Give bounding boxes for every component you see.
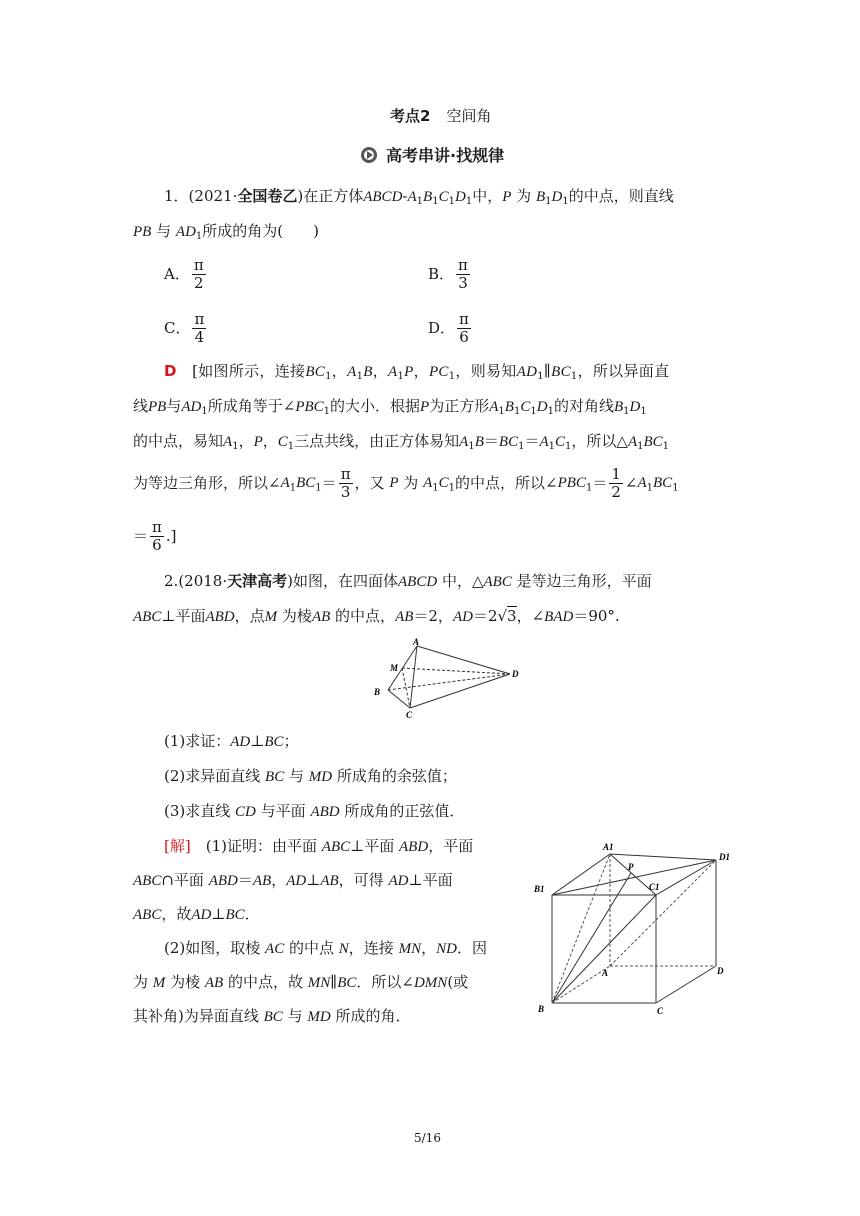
q2-stem-root: 3 — [507, 607, 517, 625]
q2-stem-line2: ABC⊥平面ABD，点M 为棱AB 的中点，AB＝2，AD＝2√3，∠BAD＝90°. — [133, 607, 620, 625]
q1-solution-line2: 线PB与$AD_1$所成角等于$\angle PBC_1$的大小．根据P为正方形$A_1B_1C_1D_1$的对角线$B_1D_1$ — [133, 397, 647, 417]
q2-solution-line5: 为 M 为棱 AB 的中点，故 MN∥BC．所以∠DMN(或 — [133, 973, 469, 991]
part-head: (1)求证： — [164, 732, 231, 750]
fraction-numerator: π — [340, 465, 351, 483]
q2-part-1: (1)求证：AD⊥BC； — [164, 732, 299, 750]
q2-sol1-a: (1)证明： — [205, 837, 272, 855]
option-denominator: 2 — [194, 274, 204, 292]
q1-stem-a: 在正方体 — [303, 187, 364, 205]
q2-sol1-i: ，故 — [161, 905, 192, 923]
q1-sol-10: 的中点，易知 — [133, 432, 224, 450]
q2-sol2-a: (2)如图，取棱 — [164, 939, 261, 957]
option-denominator: 4 — [194, 328, 205, 346]
q2-sol2-f: 为棱 — [170, 973, 201, 991]
vertex-label-p: P — [628, 862, 634, 872]
q2-solution-line2: ABC∩平面 ABD＝AB，AD⊥AB，可得 AD⊥平面 — [133, 871, 453, 889]
vertex-label-b: B — [538, 1004, 545, 1014]
q1-solution-line4: 为等边三角形，所以$\angle A_1BC_1=$ $\frac{\pi}{3}$ ，又 P 为 $A_1C_1$的中点，所以$\angle PBC_1=$ $\frac{1}{2}$ $\angle A_1BC_1$ — [133, 465, 679, 501]
q1-sol-14: ，又 — [354, 474, 385, 492]
option-label: D． — [428, 319, 456, 337]
vertex-label-a: A — [602, 968, 609, 978]
part-tail: 所成角的正弦值． — [344, 802, 465, 820]
q1-stem-d: 的中点，则直线 — [568, 187, 674, 205]
option-label: C． — [164, 319, 191, 337]
q2-stem-f: 为棱 — [281, 607, 312, 625]
q2-sol2-i: (或 — [447, 973, 469, 991]
q1-sol-1: [如图所示，连接 — [192, 362, 306, 380]
q2-sol1-c: ⊥平面 — [350, 837, 395, 855]
q2-stem-c: 是等边三角形，平面 — [516, 572, 652, 590]
q2-part-2: (2)求异面直线 BC 与 MD 所成角的余弦值； — [164, 767, 457, 785]
q1-option-a[interactable] — [164, 257, 208, 292]
section-number: 考点2 — [390, 107, 431, 125]
q1-stem-f: 所成的角为( ) — [202, 222, 319, 240]
q2-sol2-c: ，连接 — [348, 939, 394, 957]
q1-sol-3: ，所以异面直 — [577, 362, 670, 380]
q2-part-3: (3)求直线 CD 与平面 ABD 所成角的正弦值． — [164, 802, 465, 820]
solution-tag: [解] — [164, 837, 191, 855]
q2-sol2-j: 其补角)为异面直线 — [133, 1007, 259, 1025]
q1-sol-4: 线 — [133, 397, 149, 415]
q2-stem-h: ＝2， — [413, 607, 453, 625]
q1-solution-line5: ＝ $\frac{\pi}{6}$ .] — [133, 518, 177, 554]
q2-sol2-d: ．因 — [456, 939, 487, 957]
fraction-numerator: π — [152, 518, 162, 536]
q2-source-close: ) — [287, 572, 293, 590]
q1-option-d[interactable] — [428, 311, 473, 346]
q1-sol-15: 为 — [403, 474, 419, 492]
vertex-label-c: C — [406, 710, 413, 720]
fraction-denominator: 3 — [340, 483, 351, 501]
option-numerator: π — [194, 310, 205, 328]
option-numerator: π — [459, 310, 469, 328]
banner-label: 高考串讲·找规律 — [386, 146, 505, 165]
option-denominator: 3 — [458, 274, 468, 292]
q2-sol2-k: 与 — [287, 1007, 303, 1025]
q2-source-open: (2018· — [178, 572, 228, 590]
q1-sol-16: 的中点，所以∠ — [455, 474, 558, 492]
q2-number: 2. — [164, 572, 179, 590]
q2-sol1-g: ，可得 — [338, 871, 384, 889]
fraction-denominator: 2 — [611, 483, 621, 501]
cube-figure — [530, 838, 745, 1018]
q1-solution-line1: D [如图所示，连接$BC_1$，$A_1B$，$A_1P$，$PC_1$，则易知$AD_1\parallel BC_1$，所以异面直 — [164, 362, 670, 382]
q1-stem-e: 与 — [156, 222, 172, 240]
q1-sol-5: 与 — [166, 397, 182, 415]
option-label: A． — [164, 265, 190, 283]
q1-number: 1． — [164, 187, 189, 205]
part-head: (2)求异面直线 — [164, 767, 261, 785]
q2-sol2-h: ．所以∠ — [356, 973, 414, 991]
q1-sol-6: 所成角等于∠ — [207, 397, 296, 415]
vertex-label-d: D — [512, 669, 519, 679]
part-mid: 与平面 — [260, 802, 306, 820]
vertex-label-d1: D1 — [719, 852, 730, 862]
q1-stem-line1: 1．(2021·全国卷乙)在正方体ABCD-$A_1B_1C_1D_1$中，P 为 $B_1D_1$的中点，则直线 — [164, 187, 674, 207]
section-heading — [390, 106, 491, 126]
q1-sol-2: ，则易知 — [455, 362, 517, 380]
fraction-numerator: 1 — [611, 465, 621, 483]
q2-sol2-b: 的中点 — [288, 939, 334, 957]
q1-sol-9: 的对角线 — [553, 397, 614, 415]
q2-stem-a: 如图，在四面体 — [292, 572, 398, 590]
vertex-label-b1: B1 — [534, 884, 545, 894]
option-numerator: π — [458, 256, 468, 274]
fraction-denominator: 6 — [152, 536, 162, 554]
play-icon — [360, 146, 380, 169]
q1-source-close: ) — [297, 187, 304, 205]
q2-stem-i: ＝2 — [472, 607, 498, 625]
sqrt-icon: √ — [497, 607, 508, 625]
q1-sol-7: 的大小．根据 — [330, 397, 421, 415]
option-denominator: 6 — [459, 328, 469, 346]
banner — [360, 146, 504, 169]
q1-solution-line3: 的中点，易知$A_1$，P，$C_1$三点共线，由正方体易知$A_1B=BC_1=A_1C_1$，所以$\triangle A_1BC_1$ — [133, 432, 670, 452]
q2-sol1-h: ⊥平面 — [408, 871, 453, 889]
q1-sol-8: 为正方形 — [429, 397, 490, 415]
q2-stem-j: ，∠ — [516, 607, 545, 625]
q1-sol-13: 为等边三角形，所以∠ — [133, 474, 281, 492]
q1-stem-b: 中， — [472, 187, 503, 205]
q1-stem-c: 为 — [516, 187, 532, 205]
q2-sol2-g: 的中点，故 — [227, 973, 303, 991]
vertex-label-b: B — [374, 687, 381, 697]
q1-source-open: (2021· — [188, 187, 238, 205]
q2-stem-k: ＝90°. — [573, 607, 620, 625]
vertex-label-a1: A1 — [603, 842, 614, 852]
option-label: B． — [428, 265, 455, 283]
vertex-label-c: C — [657, 1006, 664, 1016]
q2-sol2-l: 所成的角． — [335, 1007, 411, 1025]
q1-option-c[interactable] — [164, 311, 208, 346]
q1-source: 全国卷乙 — [237, 187, 298, 205]
q2-solution-line3: ABC，故AD⊥BC． — [133, 905, 260, 923]
part-tail: 所成角的余弦值； — [336, 767, 457, 785]
q2-sol1-b: 由平面 — [271, 837, 317, 855]
q2-sol1-e: ∩平面 — [161, 871, 204, 889]
page-number: 5/16 — [414, 1131, 441, 1145]
q2-solution-line6: 其补角)为异面直线 BC 与 MD 所成的角． — [133, 1007, 411, 1025]
q2-source: 天津高考 — [227, 572, 288, 590]
q2-sol2-e: 为 — [133, 973, 149, 991]
vertex-label-d: D — [717, 966, 724, 976]
q2-stem-g: 的中点， — [335, 607, 396, 625]
q1-stem-line2: PB 与 $AD_1$所成的角为( ) — [133, 222, 319, 242]
q1-answer: D — [164, 362, 177, 380]
q2-sol1-f: ， — [271, 871, 287, 889]
q2-stem-d: ⊥平面 — [161, 607, 206, 625]
vertex-label-m: M — [390, 663, 399, 673]
q2-solution-line4: (2)如图，取棱 AC 的中点 N，连接 MN，ND．因 — [164, 939, 487, 957]
tetrahedron-figure — [370, 634, 530, 720]
q1-option-b[interactable] — [428, 257, 472, 292]
part-head: (3)求直线 — [164, 802, 231, 820]
option-numerator: π — [193, 256, 204, 274]
part-mid: 与 — [288, 767, 304, 785]
q2-solution-line1: [解] (1)证明：由平面 ABC⊥平面 ABD，平面 — [164, 837, 474, 855]
q1-sol-11: 三点共线，由正方体易知 — [294, 432, 460, 450]
q2-stem-line1: 2.(2018·天津高考)如图，在四面体ABCD 中，△ABC 是等边三角形，平面 — [164, 572, 652, 590]
q1-sol-end: .] — [165, 527, 177, 545]
q2-sol1-d: ，平面 — [428, 837, 474, 855]
q2-stem-b: 中，△ — [441, 572, 484, 590]
q2-stem-e: ，点 — [234, 607, 265, 625]
vertex-label-a: A — [413, 637, 420, 647]
vertex-label-c1: C1 — [649, 882, 660, 892]
section-title: 空间角 — [446, 107, 492, 125]
